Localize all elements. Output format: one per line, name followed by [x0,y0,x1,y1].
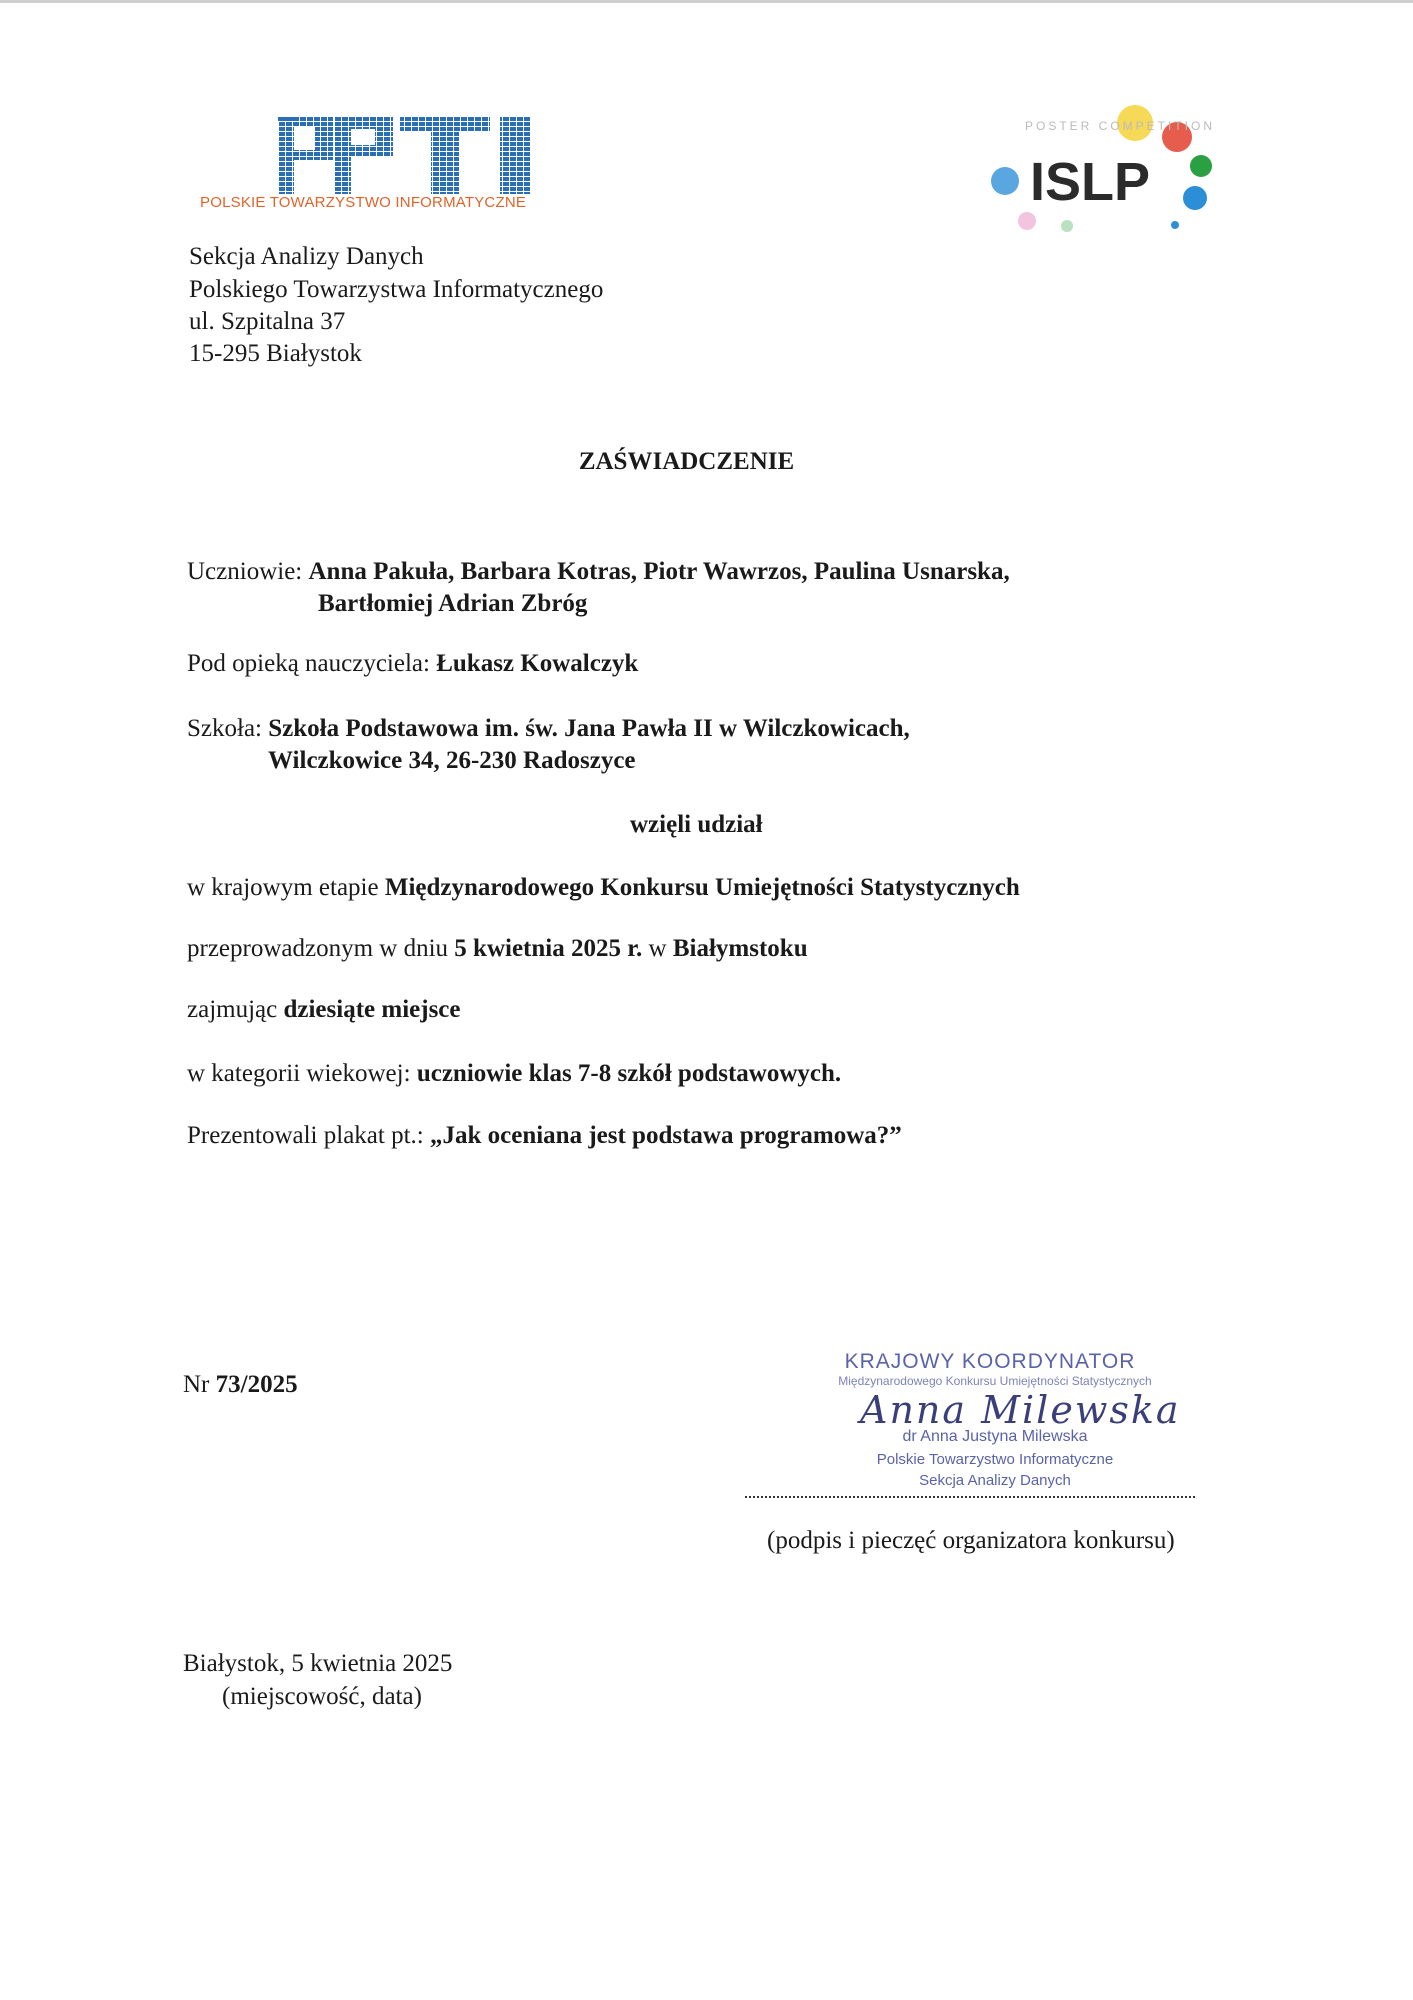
category-prefix: w kategorii wiekowej: [187,1060,411,1087]
stamp-section: Sekcja Analizy Danych [919,1472,1071,1489]
scan-top-edge [0,0,1413,3]
place-value: dziesiąte miejsce [283,996,461,1023]
islp-text: ISLP [1030,152,1151,212]
stamp-subtitle: Międzynarodowego Konkursu Umiejętności Statystycznych [838,1374,1152,1388]
students-names-2: Bartłomiej Adrian Zbróg [318,590,588,617]
place-date-caption: (miejscowość, data) [222,1683,422,1710]
place-line [187,994,461,1026]
address-line-2: Polskiego Towarzystwa Informatycznego [189,276,604,303]
poster-prefix: Prezentowali plakat pt.: [187,1122,424,1149]
number-value: 73/2025 [215,1371,298,1398]
school-line-1 [187,713,910,745]
islp-logo [975,98,1225,248]
held-line [187,933,808,965]
held-city: Białymstoku [672,935,808,962]
stamp-org: Polskie Towarzystwo Informatyczne [876,1451,1114,1468]
school-label: Szkoła: [187,715,262,742]
school-name: Szkoła Podstawowa im. św. Jana Pawła II w Wilczkowicach, [268,715,910,742]
handwritten-signature: Anna Milewska [860,1388,1181,1432]
address-line-3: ul. Szpitalna 37 [189,308,346,335]
teacher-name: Łukasz Kowalczyk [436,650,639,677]
stamp-title: KRAJOWY KOORDYNATOR [844,1350,1136,1373]
stage-prefix: w krajowym etapie [187,874,379,901]
place-prefix: zajmując [187,996,278,1023]
place-date: Białystok, 5 kwietnia 2025 [183,1650,453,1677]
contest-name: Międzynarodowego Konkursu Umiejętności Statystycznych [384,874,1020,901]
held-date: 5 kwietnia 2025 r. [454,935,643,962]
school-address: Wilczkowice 34, 26-230 Radoszyce [268,747,636,774]
took-part: wzięli udział [630,811,763,838]
signature-caption: (podpis i pieczęć organizatora konkursu) [767,1527,1175,1554]
signature-dotted-line [745,1496,1195,1498]
stamp-person: dr Anna Justyna Milewska [902,1428,1088,1445]
certificate-number [183,1369,298,1401]
number-prefix: Nr [183,1371,210,1398]
category-value: uczniowie klas 7-8 szkół podstawowych. [416,1060,842,1087]
held-mid: w [648,935,667,962]
poster-title: „Jak oceniana jest podstawa programowa?” [429,1122,902,1149]
students-names-1: Anna Pakuła, Barbara Kotras, Piotr Wawrzos, Paulina Usnarska, [308,558,1010,585]
students-line-1 [187,556,1010,588]
pti-tagline: POLSKIE TOWARZYSTWO INFORMATYCZNE [200,194,527,211]
address-line-4: 15-295 Białystok [189,340,362,367]
poster-line [187,1120,902,1152]
held-prefix: przeprowadzonym w dniu [187,935,449,962]
address-line-1: Sekcja Analizy Danych [189,243,424,270]
teacher-label: Pod opieką nauczyciela: [187,650,430,677]
islp-small-text: POSTER COMPETITION [1025,119,1216,133]
teacher-line [187,648,638,680]
stage-line [187,872,1020,904]
students-label: Uczniowie: [187,558,303,585]
document-title: ZAŚWIADCZENIE [578,448,795,475]
category-line [187,1058,841,1090]
